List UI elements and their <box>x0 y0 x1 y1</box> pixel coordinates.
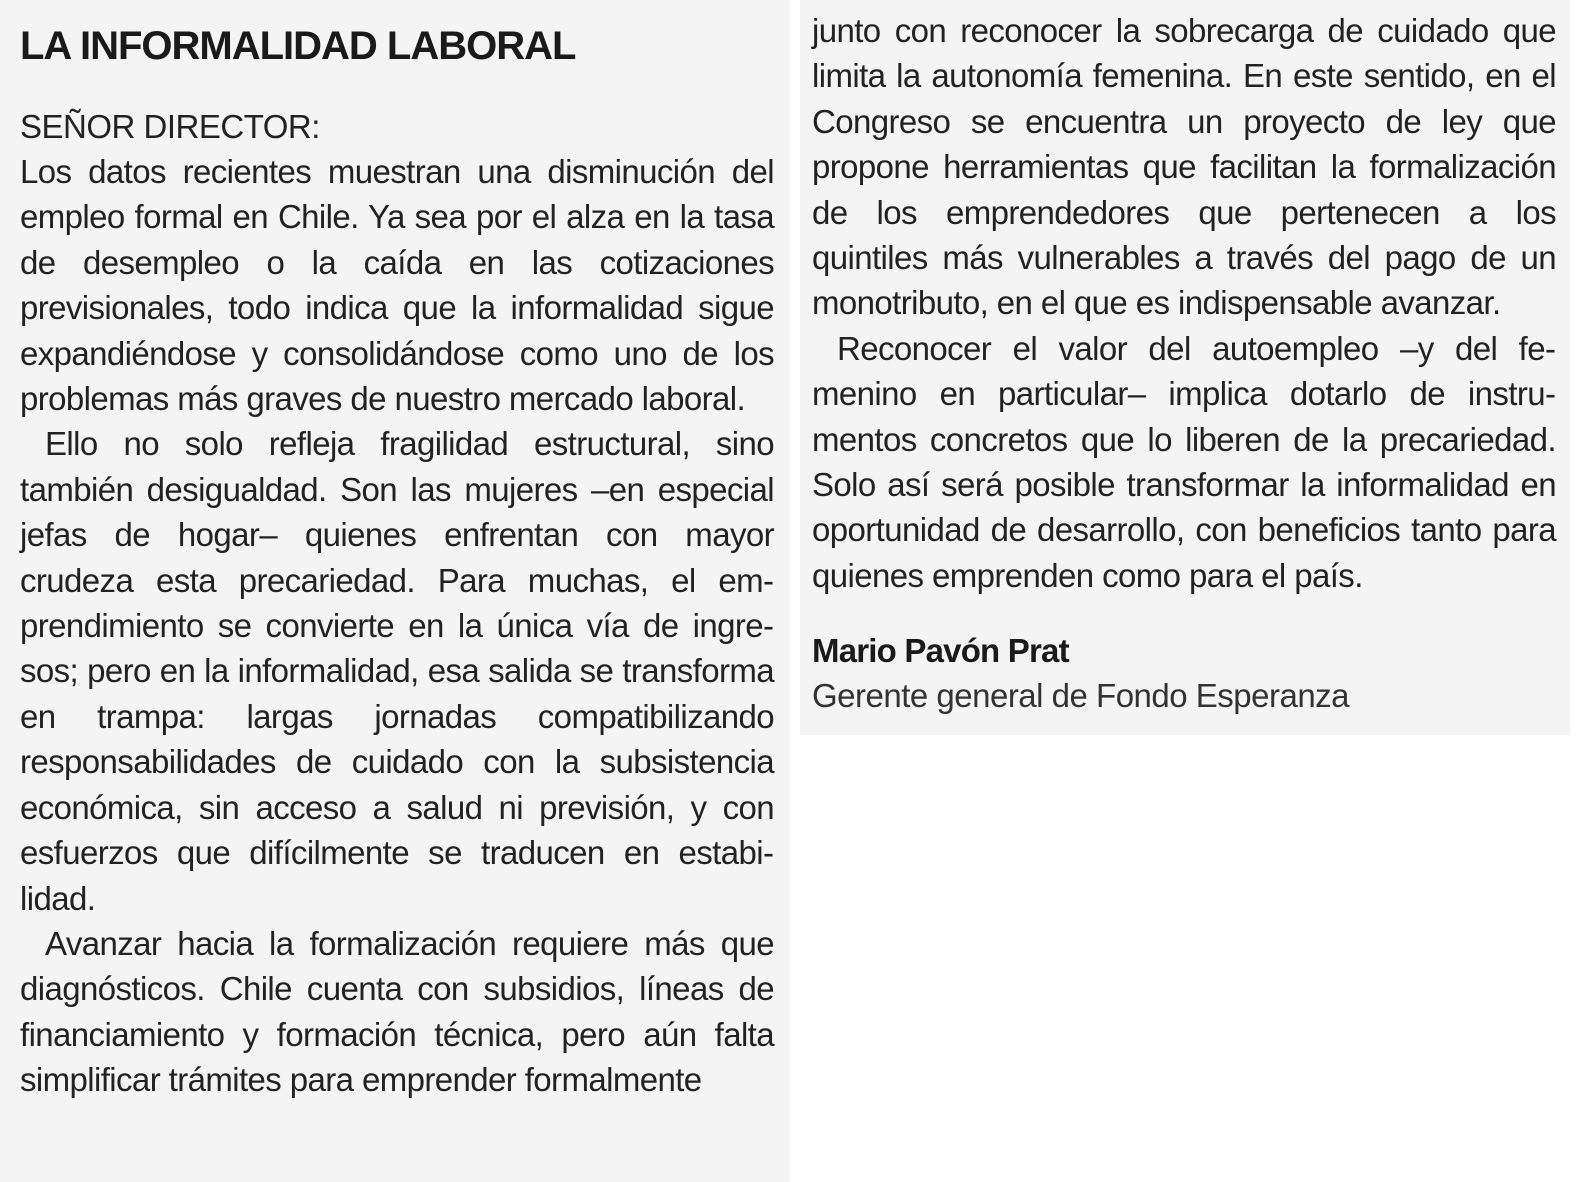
paragraph-2: Ello no solo refleja fragilidad estructural, sino también desigualdad. Son las mujeres –en especial jefas de hogar– quienes enfrentan con mayor crudeza esta precariedad. Para muchas, el emprendimiento se convierte en la única vía de ingresos; pero en la informalidad, esa salida se transforma en trampa: largas jornadas compatibilizando responsabilidades de cuidado con la subsistencia económica, sin acceso a salud ni previsión, y con esfuerzos que difícilmente se traducen en estabilidad. <box>20 425 774 917</box>
right-column <box>800 0 1570 735</box>
left-column <box>0 0 790 1182</box>
headline: LA INFORMALIDAD LABORAL <box>20 24 576 68</box>
salutation: SEÑOR DIRECTOR: <box>20 108 320 145</box>
paragraph-3: Avanzar hacia la formalización requiere más que diagnósticos. Chile cuenta con subsidios, líneas de financiamiento y formación técnica, pero aún falta simplificar trámites para emprender formalmente <box>20 924 774 1099</box>
signature-name: Mario Pavón Prat <box>812 632 1069 670</box>
paragraph-1: Los datos recientes muestran una disminución del empleo formal en Chile. Ya sea por el alza en la tasa de desempleo o la caída en las cotizaciones previsionales, todo indica que la informalidad sigue expandiéndose y consolidándose como uno de los problemas más graves de nuestro mercado laboral. <box>20 153 774 418</box>
paragraph-4: Reconocer el valor del autoempleo –y del femenino en particular– implica dotarlo de instrumentos concretos que lo liberen de la precariedad. Solo así será posible transformar la informalidad en oportunidad de desarrollo, con beneficios tanto para quienes emprenden como para el país. <box>812 329 1556 594</box>
signature-title: Gerente general de Fondo Esperanza <box>812 677 1350 715</box>
paragraph-3-continued: junto con reconocer la sobrecarga de cuidado que limita la autonomía femenina. En este sentido, en el Congreso se encuentra un proyecto de ley que propone herramientas que facilitan la formalización de los emprendedores que pertenecen a los quintiles más vulnerables a través del pago de un monotributo, en el que es indispensable avanzar. <box>812 12 1556 322</box>
